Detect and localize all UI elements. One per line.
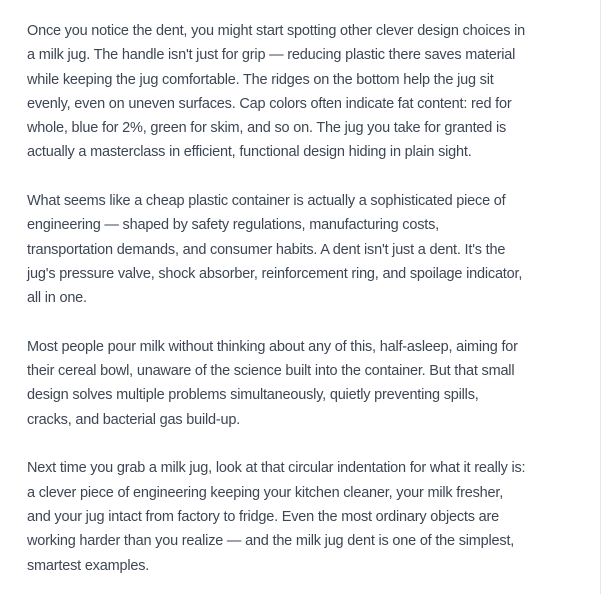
text-line: Next time you grab a milk jug, look at that circular indentation for what it really is:: [27, 460, 526, 477]
text-line: engineering — shaped by safety regulations, manufacturing costs,: [27, 217, 439, 234]
text-line: actually a masterclass in efficient, functional design hiding in plain sight.: [27, 144, 472, 161]
text-line: What seems like a cheap plastic container is actually a sophisticated piece of: [27, 193, 506, 210]
paragraph-2: [27, 189, 600, 310]
text-line: evenly, even on uneven surfaces. Cap colors often indicate fat content: red for: [27, 95, 512, 112]
paragraph-3: [27, 335, 600, 432]
text-line: smartest examples.: [27, 557, 150, 574]
text-line: whole, blue for 2%, green for skim, and so on. The jug you take for granted is: [27, 120, 507, 137]
text-line: Most people pour milk without thinking about any of this, half-asleep, aiming for: [27, 338, 518, 355]
text-line: a milk jug. The handle isn't just for grip — reducing plastic there saves material: [27, 47, 516, 64]
text-line: a clever piece of engineering keeping your kitchen cleaner, your milk fresher,: [27, 484, 504, 501]
paragraph-4: [27, 456, 600, 577]
text-line: design solves multiple problems simultaneously, quietly preventing spills,: [27, 387, 479, 404]
text-line: while keeping the jug comfortable. The ridges on the bottom help the jug sit: [27, 71, 494, 88]
text-line: all in one.: [27, 290, 87, 307]
text-line: transportation demands, and consumer habits. A dent isn't just a dent. It's the: [27, 241, 506, 258]
text-line: jug's pressure valve, shock absorber, reinforcement ring, and spoilage indicator,: [27, 265, 523, 282]
text-line: cracks, and bacterial gas build-up.: [27, 411, 241, 428]
text-line: working harder than you realize — and the milk jug dent is one of the simplest,: [27, 533, 515, 550]
text-line: their cereal bowl, unaware of the science built into the container. But that small: [27, 363, 515, 380]
text-line: Once you notice the dent, you might start spotting other clever design choices in: [27, 23, 526, 39]
text-line: and your jug intact from factory to fridge. Even the most ordinary objects are: [27, 508, 499, 525]
paragraph-1: [27, 19, 600, 165]
